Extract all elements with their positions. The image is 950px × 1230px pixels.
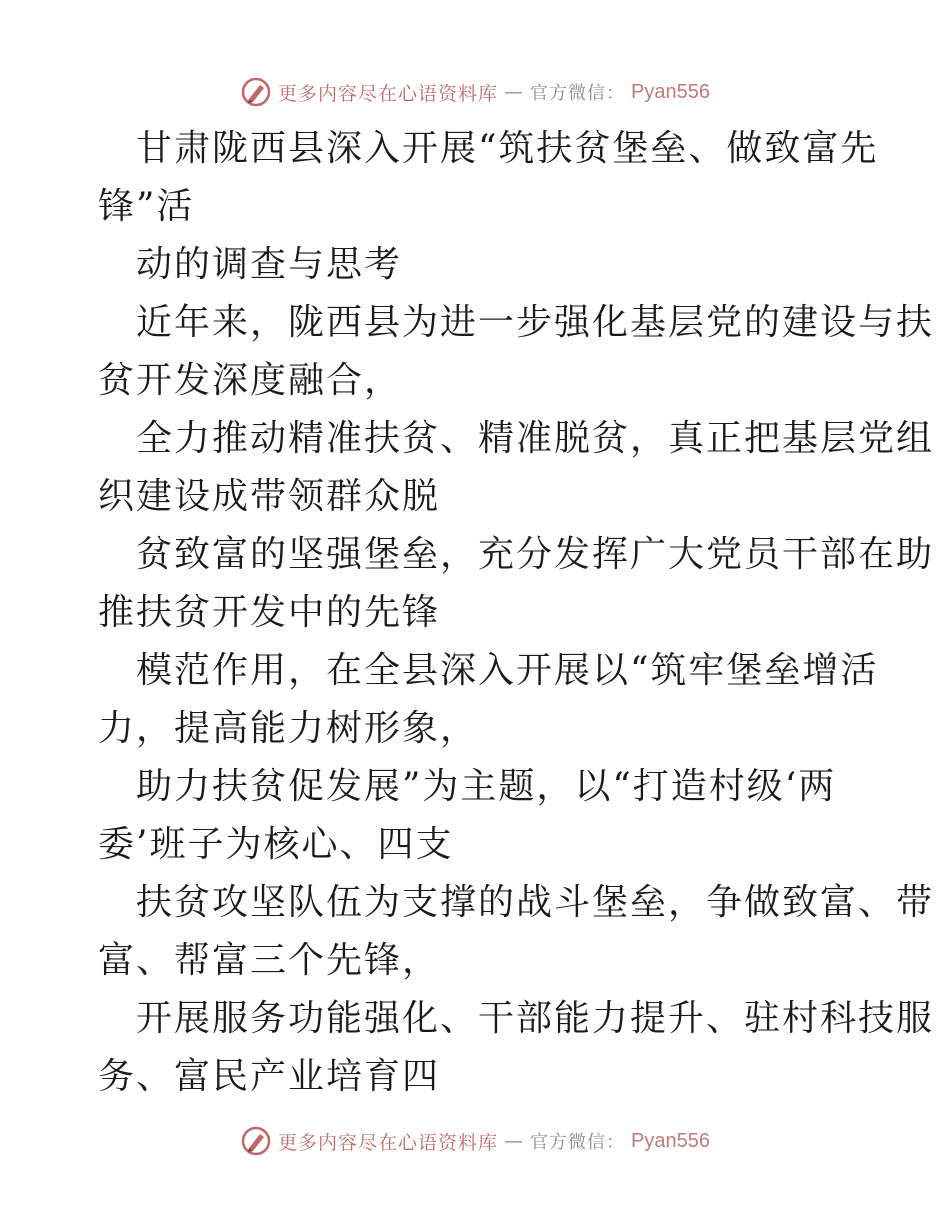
header-banner [0, 72, 950, 112]
paragraph-line: 力，提高能力树形象， [98, 708, 479, 749]
paragraph-line: 富、帮富三个先锋， [98, 940, 441, 981]
banner-wechat-id: Pyan556 [631, 1129, 710, 1152]
banner-dash: — [504, 1130, 525, 1152]
paragraph-line: 织建设成带领群众脱 [98, 476, 441, 517]
paragraph-line: 贫致富的坚强堡垒，充分发挥广大党员干部在助 [136, 534, 935, 575]
paragraph-line: 近年来，陇西县为进一步强化基层党的建设与扶 [136, 302, 935, 343]
banner-wechat-id: Pyan556 [631, 80, 710, 103]
pen-circle-logo-icon [240, 76, 272, 108]
banner-title: 更多内容尽在心语资料库 [278, 1131, 499, 1154]
banner-dash: — [504, 81, 525, 103]
paragraph-line: 全力推动精准扶贫、精准脱贫，真正把基层党组 [136, 418, 935, 459]
pen-circle-logo-icon [240, 1125, 272, 1157]
paragraph-line: 模范作用，在全县深入开展以“筑牢堡垒增活 [136, 650, 879, 691]
banner-wechat-label: 官方微信： [530, 83, 626, 104]
paragraph-line: 扶贫攻坚队伍为支撑的战斗堡垒，争做致富、带 [136, 882, 935, 923]
banner-wechat-label: 官方微信： [530, 1132, 626, 1153]
paragraph-line: 委’班子为核心、四支 [98, 824, 454, 865]
paragraph-line: 务、富民产业培育四 [98, 1056, 441, 1097]
paragraph-line: 助力扶贫促发展”为主题，以“打造村级‘两 [136, 766, 837, 807]
footer-banner [0, 1121, 950, 1161]
paragraph-line: 推扶贫开发中的先锋 [98, 592, 441, 633]
document-body [98, 120, 935, 1106]
paragraph-line: 贫开发深度融合， [98, 360, 403, 401]
banner-title: 更多内容尽在心语资料库 [278, 82, 499, 105]
paragraph-line: 开展服务功能强化、干部能力提升、驻村科技服 [136, 998, 935, 1039]
title-line-1: 甘肃陇西县深入开展“筑扶贫堡垒、做致富先 [136, 128, 879, 169]
title-line-3: 动的调查与思考 [136, 244, 403, 285]
title-line-2: 锋”活 [98, 186, 195, 227]
